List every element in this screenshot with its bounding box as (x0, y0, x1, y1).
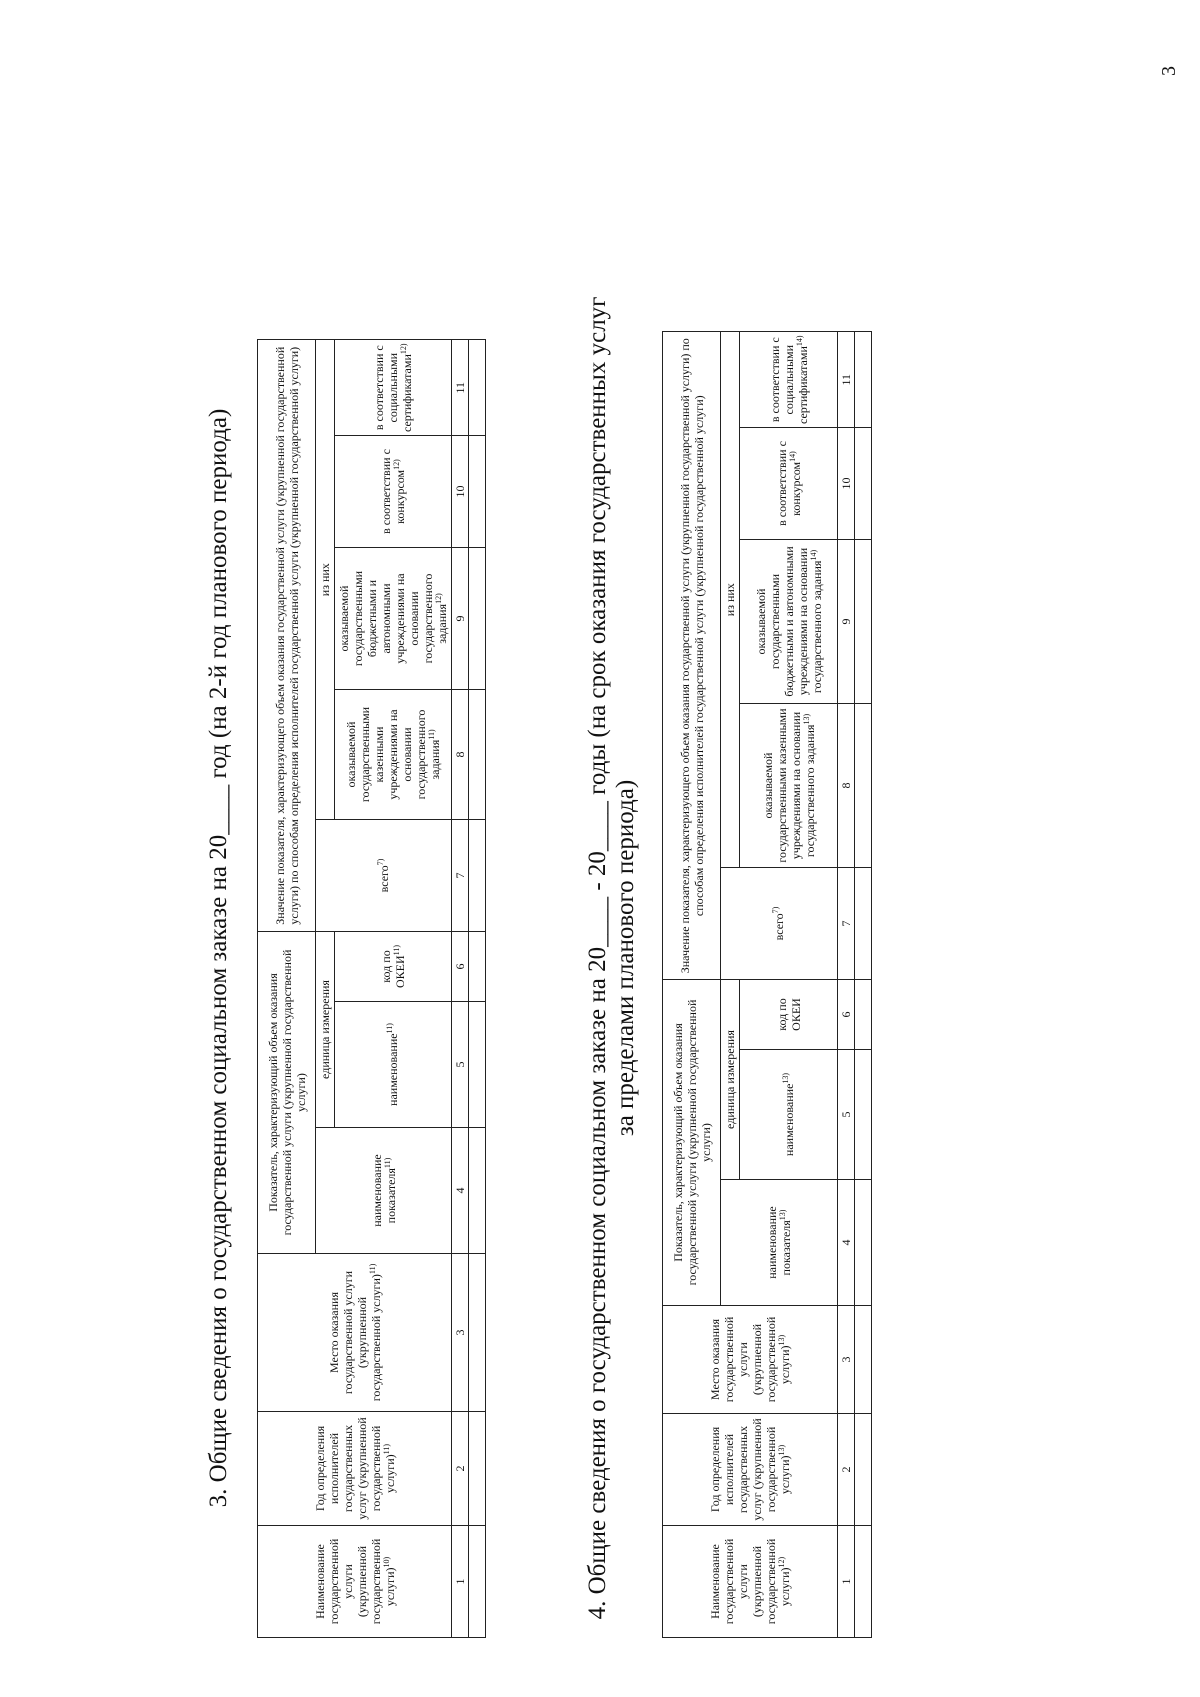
header-indicator-name: наименование показателя$^{13)}$ (721, 1180, 838, 1306)
header-social-certificates: в соответствии с социальными сертификатами$^{14)}$ (740, 332, 838, 428)
header-unit-name: наименование$^{13)}$ (740, 1050, 838, 1180)
empty-row (469, 340, 486, 1638)
empty-row (855, 332, 872, 1638)
header-indicator-name: наименование показателя$^{11)}$ (316, 1128, 452, 1254)
header-unit-group: единица измерения (316, 932, 335, 1128)
column-number: 8 (452, 690, 469, 820)
header-indicator-group: Показатель, характеризующий объем оказания государственной услуги (укрупненной государственной услуги) (663, 980, 721, 1306)
column-number: 6 (452, 932, 469, 1002)
column-number: 2 (452, 1412, 469, 1526)
column-number: 11 (838, 332, 855, 428)
column-number: 1 (838, 1526, 855, 1638)
column-number: 10 (452, 436, 469, 548)
header-unit-group: единица измерения (721, 980, 740, 1180)
column-number: 2 (838, 1414, 855, 1526)
header-competition: в соответствии с конкурсом$^{12)}$ (335, 436, 452, 548)
column-numbers-row (452, 340, 469, 1638)
header-social-certificates: в соответствии с социальными сертификатами$^{12)}$ (335, 340, 452, 436)
header-budget-institutions: оказываемой государственными бюджетными и автономными учреждениями на основании государственного задания$^{14)}$ (740, 540, 838, 704)
header-okei-code: код по ОКЕИ (740, 980, 838, 1050)
section-4-table (662, 331, 872, 1638)
column-number: 6 (838, 980, 855, 1050)
header-budget-institutions: оказываемой государственными бюджетными и автономными учреждениями на основании государственного задания$^{12)}$ (335, 548, 452, 690)
header-place: Место оказания государственной услуги (укрупненной государственной услуги)$^{11)}$ (258, 1254, 452, 1412)
header-of-them: из них (721, 332, 740, 868)
header-year: Год определения исполнителей государственных услуг (укрупненной государственной услуги)$^{13)}$ (663, 1414, 838, 1526)
column-numbers-row (838, 332, 855, 1638)
section-3 (205, 48, 505, 1648)
column-number: 4 (452, 1128, 469, 1254)
section-3-table (257, 339, 486, 1638)
header-okei-code: код по ОКЕИ$^{11)}$ (335, 932, 452, 1002)
header-of-them: из них (316, 340, 335, 820)
header-indicator-group: Показатель, характеризующий объем оказания государственной услуги (укрупненной государственной услуги) (258, 932, 316, 1254)
column-number: 1 (452, 1526, 469, 1638)
section-4-title-line-2: за пределами планового периода) (612, 779, 639, 1137)
column-number: 10 (838, 428, 855, 540)
header-value-group: Значение показателя, характеризующего объем оказания государственной услуги (укрупненной государственной услуги) по способам определения исполнителей государственной услуги (укрупненной государственной услуги) (663, 332, 721, 980)
header-total: всего$^{7)}$ (721, 868, 838, 980)
header-competition: в соответствии с конкурсом$^{14)}$ (740, 428, 838, 540)
column-number: 9 (838, 540, 855, 704)
column-number: 5 (452, 1002, 469, 1128)
header-total: всего$^{7)}$ (316, 820, 452, 932)
section-4 (584, 48, 884, 1648)
header-unit-name: наименование$^{11)}$ (335, 1002, 452, 1128)
column-number: 4 (838, 1180, 855, 1306)
column-number: 3 (838, 1306, 855, 1414)
column-number: 7 (838, 868, 855, 980)
header-service-name: Наименование государственной услуги (укрупненной государственной услуги)$^{10)}$ (258, 1526, 452, 1638)
section-4-title-line-1: 4. Общие сведения о государственном социальном заказе на 20____ - 20____ годы (на срок оказания государственных услуг (584, 296, 611, 1620)
column-number: 7 (452, 820, 469, 932)
column-number: 8 (838, 704, 855, 868)
header-year: Год определения исполнителей государственных услуг (укрупненной государственной услуги)$^{11)}$ (258, 1412, 452, 1526)
column-number: 11 (452, 340, 469, 436)
header-state-institutions: оказываемой государственными казенными учреждениями на основании государственного задания$^{11)}$ (335, 690, 452, 820)
section-4-title (584, 268, 640, 1648)
header-state-institutions: оказываемой государственными казенными учреждениями на основании государственного задания$^{13)}$ (740, 704, 838, 868)
column-number: 9 (452, 548, 469, 690)
column-number: 5 (838, 1050, 855, 1180)
section-3-title: 3. Общие сведения о государственном социальном заказе на 20____ год (на 2-й год планового периода) (205, 408, 232, 1508)
header-value-group: Значение показателя, характеризующего объем оказания государственной услуги (укрупненной государственной услуги) по способам определения исполнителей государственной услуги (укрупненной государственной услуги) (258, 340, 316, 932)
column-number: 3 (452, 1254, 469, 1412)
header-service-name: Наименование государственной услуги (укрупненной государственной услуги)$^{12)}$ (663, 1526, 838, 1638)
page-number: 3 (1158, 66, 1180, 76)
header-place: Место оказания государственной услуги (укрупненной государственной услуги)$^{13)}$ (663, 1306, 838, 1414)
